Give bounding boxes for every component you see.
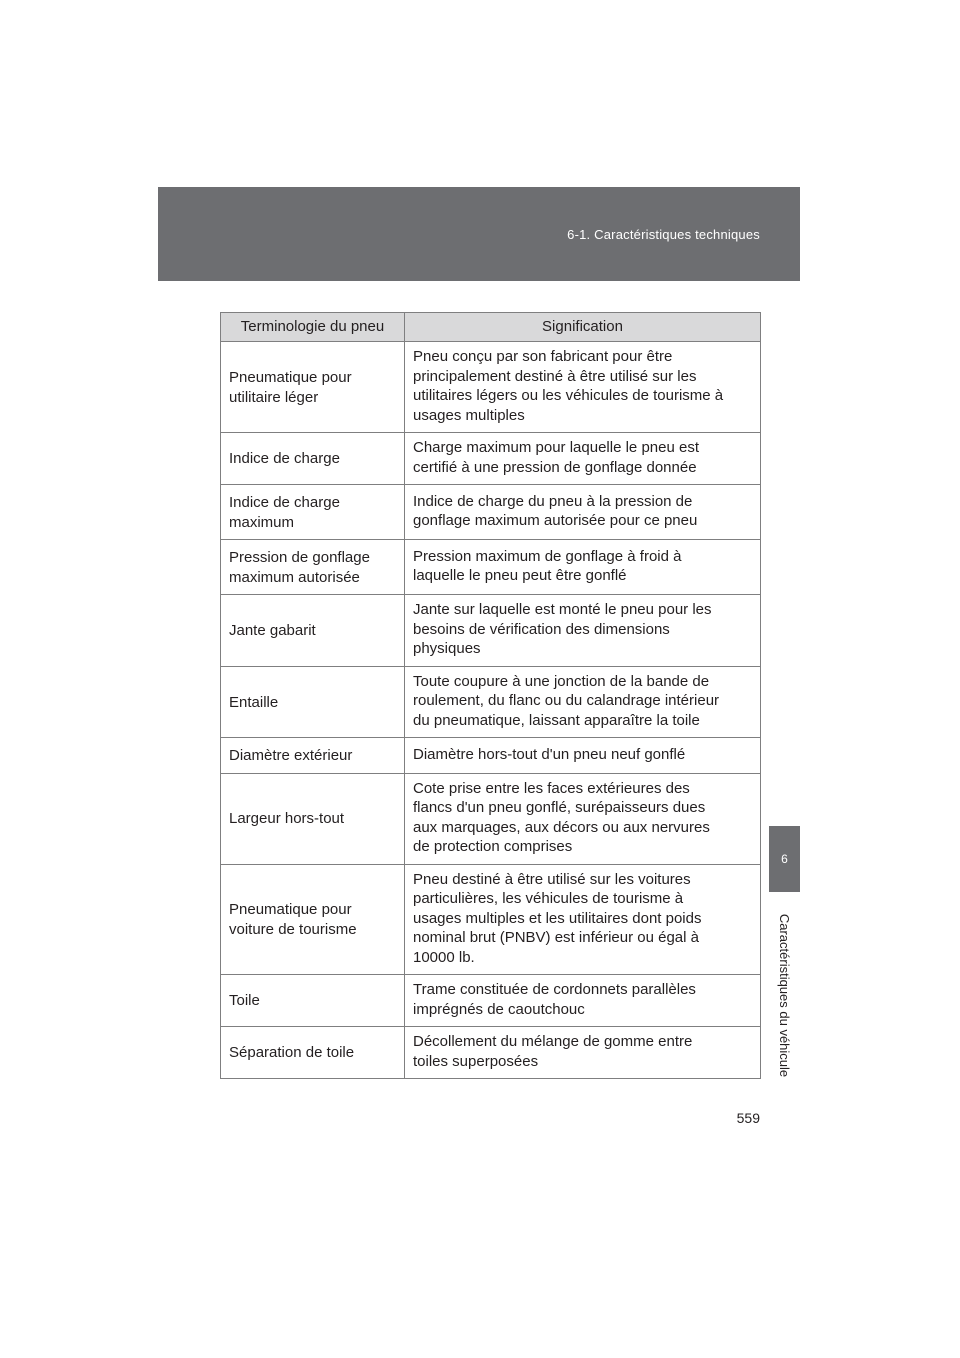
meaning-cell-line: nominal brut (PNBV) est inférieur ou égal à xyxy=(413,929,699,946)
term-cell-line: Pression de gonflage xyxy=(229,549,370,566)
meaning-cell-line: flancs d'un pneu gonflé, surépaisseurs dues xyxy=(413,799,706,816)
meaning-cell-line: Pneu destiné à être utilisé sur les voitures xyxy=(413,870,691,888)
meaning-cell-line: Indice de charge du pneu à la pression de xyxy=(413,492,693,510)
meaning-cell xyxy=(405,540,761,595)
meaning-cell-line: Jante sur laquelle est monté le pneu pour les xyxy=(413,601,712,618)
meaning-cell-line: usages multiples xyxy=(413,406,525,424)
chapter-label: Caractéristiques du véhicule xyxy=(777,913,793,1077)
meaning-cell-line: 10000 lb. xyxy=(413,948,475,966)
term-cell-line: utilitaire léger xyxy=(229,388,319,406)
term-cell-line: Pneumatique pour xyxy=(229,901,352,919)
meaning-cell-line: besoins de vérification des dimensions xyxy=(413,620,670,638)
meaning-cell xyxy=(405,773,761,864)
meaning-cell xyxy=(405,975,761,1027)
term-cell xyxy=(221,433,405,485)
meaning-cell xyxy=(405,1027,761,1079)
term-cell-line: voiture de tourisme xyxy=(229,920,357,938)
meaning-cell-line: Diamètre hors-tout d'un pneu neuf gonflé xyxy=(413,745,686,763)
chapter-number: 6 xyxy=(781,852,788,866)
term-cell xyxy=(221,864,405,975)
page-number: 559 xyxy=(736,1110,760,1126)
meaning-cell-line: physiques xyxy=(413,640,481,657)
term-cell-line: Diamètre extérieur xyxy=(229,747,353,764)
meaning-cell-line: du pneumatique, laissant apparaître la toile xyxy=(413,711,700,729)
term-cell-line: maximum xyxy=(229,513,295,531)
term-cell xyxy=(221,666,405,738)
meaning-cell xyxy=(405,666,761,738)
meaning-cell-line: Trame constituée de cordonnets parallèles xyxy=(413,981,696,998)
meaning-cell xyxy=(405,595,761,667)
table-row xyxy=(221,1027,761,1079)
column-header-meaning: Signification xyxy=(405,313,761,342)
meaning-cell-line: certifié à une pression de gonflage donnée xyxy=(413,458,697,476)
term-cell-line: Indice de charge xyxy=(229,494,340,511)
meaning-cell xyxy=(405,485,761,540)
meaning-cell xyxy=(405,738,761,774)
table-row xyxy=(221,485,761,540)
term-cell xyxy=(221,975,405,1027)
term-cell-line: Pneumatique pour xyxy=(229,369,352,386)
table-row xyxy=(221,773,761,864)
term-cell-line: Indice de charge xyxy=(229,450,340,468)
table-row xyxy=(221,433,761,485)
meaning-cell-line: toiles superposées xyxy=(413,1052,539,1070)
chapter-side-label xyxy=(774,900,796,1090)
meaning-cell-line: gonflage maximum autorisée pour ce pneu xyxy=(413,512,698,529)
meaning-cell-line: aux marquages, aux décors ou aux nervures xyxy=(413,818,710,836)
meaning-cell xyxy=(405,342,761,433)
meaning-cell-line: Charge maximum pour laquelle le pneu est xyxy=(413,439,699,456)
term-cell xyxy=(221,738,405,774)
term-cell xyxy=(221,485,405,540)
term-cell-line: maximum autorisée xyxy=(229,568,360,586)
chapter-tab xyxy=(769,826,800,892)
table-row xyxy=(221,666,761,738)
term-cell-line: Entaille xyxy=(229,693,279,711)
meaning-cell xyxy=(405,433,761,485)
tire-terminology-table xyxy=(220,312,761,1079)
meaning-cell-line: Toute coupure à une jonction de la bande de xyxy=(413,672,710,690)
meaning-cell-line: roulement, du flanc ou du calandrage intérieur xyxy=(413,692,720,709)
table-row xyxy=(221,342,761,433)
meaning-cell-line: laquelle le pneu peut être gonflé xyxy=(413,567,627,584)
term-cell xyxy=(221,1027,405,1079)
table-body xyxy=(221,342,761,1079)
meaning-cell-line: usages multiples et les utilitaires dont poids xyxy=(413,909,702,927)
meaning-cell-line: particulières, les véhicules de tourisme à xyxy=(413,890,684,907)
table-row xyxy=(221,540,761,595)
table-row xyxy=(221,738,761,774)
term-cell xyxy=(221,595,405,667)
header-band xyxy=(158,187,800,281)
term-cell-line: Jante gabarit xyxy=(229,622,316,639)
term-cell-line: Largeur hors-tout xyxy=(229,810,345,828)
meaning-cell xyxy=(405,864,761,975)
meaning-cell-line: Décollement du mélange de gomme entre xyxy=(413,1033,693,1050)
meaning-cell-line: Pression maximum de gonflage à froid à xyxy=(413,547,682,565)
table-header-row xyxy=(221,313,761,342)
table-row xyxy=(221,595,761,667)
term-cell-line: Toile xyxy=(229,992,260,1010)
table-row xyxy=(221,864,761,975)
meaning-cell-line: principalement destiné à être utilisé sur les xyxy=(413,367,697,385)
term-cell xyxy=(221,540,405,595)
section-title: 6-1. Caractéristiques techniques xyxy=(567,227,760,242)
term-cell-line: Séparation de toile xyxy=(229,1044,355,1062)
column-header-term: Terminologie du pneu xyxy=(221,313,405,342)
meaning-cell-line: utilitaires légers ou les véhicules de tourisme à xyxy=(413,387,724,404)
table-row xyxy=(221,975,761,1027)
term-cell xyxy=(221,773,405,864)
meaning-cell-line: Cote prise entre les faces extérieures des xyxy=(413,779,690,797)
term-cell xyxy=(221,342,405,433)
meaning-cell-line: de protection comprises xyxy=(413,838,573,855)
meaning-cell-line: imprégnés de caoutchouc xyxy=(413,1000,585,1018)
meaning-cell-line: Pneu conçu par son fabricant pour être xyxy=(413,348,673,365)
